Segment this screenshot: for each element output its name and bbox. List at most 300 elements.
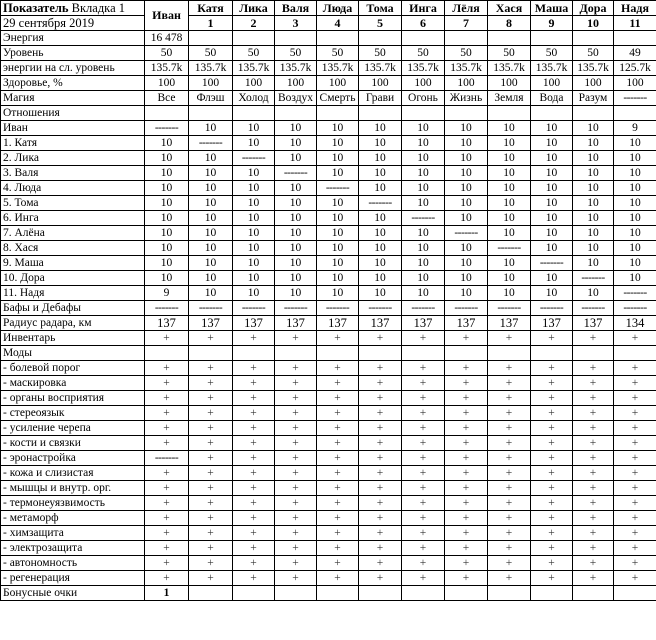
table-row	[1, 346, 656, 361]
value-cell: 10	[275, 286, 317, 301]
table-row	[1, 511, 656, 526]
value-cell: 10	[275, 241, 317, 256]
value-cell: 10	[531, 271, 573, 286]
value-cell: 100	[317, 76, 359, 91]
value-cell: 10	[359, 226, 402, 241]
value-cell: Все	[145, 91, 189, 106]
value-cell: 100	[233, 76, 275, 91]
value-cell: +	[189, 451, 233, 466]
value-cell: 10	[488, 181, 531, 196]
value-cell: 10	[317, 211, 359, 226]
value-cell: 10	[359, 256, 402, 271]
value-cell: -------	[145, 451, 189, 466]
empty-cell	[189, 586, 233, 601]
empty-cell	[531, 31, 573, 46]
empty-cell	[275, 31, 317, 46]
table-row	[1, 196, 656, 211]
empty-cell	[359, 31, 402, 46]
value-cell: +	[275, 331, 317, 346]
value-cell: +	[573, 451, 614, 466]
column-index: 1	[189, 16, 233, 31]
value-cell: +	[402, 466, 445, 481]
value-cell: +	[145, 571, 189, 586]
row-label: 2. Лика	[1, 151, 145, 166]
value-cell: +	[189, 331, 233, 346]
value-cell: +	[402, 376, 445, 391]
value-cell: +	[359, 466, 402, 481]
value-cell: 137	[531, 316, 573, 331]
value-cell: 100	[402, 76, 445, 91]
value-cell: +	[531, 466, 573, 481]
value-cell: +	[402, 361, 445, 376]
column-header-name: Валя	[275, 1, 317, 16]
value-cell: 10	[402, 271, 445, 286]
empty-cell	[275, 106, 317, 121]
value-cell: 10	[531, 211, 573, 226]
value-cell: +	[531, 571, 573, 586]
value-cell: 135.7k	[145, 61, 189, 76]
table-row	[1, 361, 656, 376]
value-cell: +	[359, 541, 402, 556]
value-cell: -------	[145, 121, 189, 136]
value-cell: +	[402, 481, 445, 496]
value-cell: +	[488, 376, 531, 391]
value-cell: 10	[233, 121, 275, 136]
value-cell: 10	[233, 166, 275, 181]
value-cell: +	[531, 436, 573, 451]
column-header-name: Дора	[573, 1, 614, 16]
row-label: Здоровье, %	[1, 76, 145, 91]
row-label: Энергия	[1, 31, 145, 46]
value-cell: -------	[189, 136, 233, 151]
value-cell: 10	[402, 256, 445, 271]
value-cell: 10	[189, 211, 233, 226]
column-header-name: Надя	[614, 1, 656, 16]
empty-cell	[359, 586, 402, 601]
value-cell: +	[402, 421, 445, 436]
value-cell: +	[488, 391, 531, 406]
value-cell: 10	[402, 286, 445, 301]
value-cell: +	[573, 481, 614, 496]
value-cell: +	[275, 511, 317, 526]
value-cell: +	[317, 436, 359, 451]
value-cell: 10	[359, 166, 402, 181]
value-cell: +	[445, 361, 488, 376]
value-cell: +	[614, 481, 656, 496]
empty-cell	[359, 346, 402, 361]
value-cell: 10	[488, 286, 531, 301]
value-cell: +	[359, 391, 402, 406]
value-cell: +	[445, 511, 488, 526]
table-row	[1, 571, 656, 586]
value-cell: 10	[317, 256, 359, 271]
value-cell: 10	[445, 271, 488, 286]
value-cell: -------	[275, 166, 317, 181]
value-cell: 10	[614, 226, 656, 241]
value-cell: 135.7k	[531, 61, 573, 76]
column-index: 9	[531, 16, 573, 31]
value-cell: +	[614, 511, 656, 526]
value-cell: +	[573, 466, 614, 481]
value-cell: 100	[145, 76, 189, 91]
value-cell: +	[445, 421, 488, 436]
value-cell: +	[275, 481, 317, 496]
table-row	[1, 91, 656, 106]
value-cell: Разум	[573, 91, 614, 106]
value-cell: +	[275, 466, 317, 481]
row-label: 8. Хася	[1, 241, 145, 256]
value-cell: 10	[402, 151, 445, 166]
row-label: 5. Тома	[1, 196, 145, 211]
value-cell: 10	[573, 286, 614, 301]
value-cell: +	[573, 496, 614, 511]
value-cell: +	[402, 451, 445, 466]
value-cell: 137	[359, 316, 402, 331]
value-cell: +	[145, 466, 189, 481]
value-cell: +	[614, 391, 656, 406]
value-cell: -------	[359, 196, 402, 211]
value-cell: +	[531, 526, 573, 541]
value-cell: -------	[233, 301, 275, 316]
value-cell: -------	[359, 301, 402, 316]
value-cell: 10	[614, 241, 656, 256]
value-cell: +	[145, 376, 189, 391]
value-cell: 10	[531, 121, 573, 136]
column-header-name: Люда	[317, 1, 359, 16]
value-cell: +	[573, 526, 614, 541]
value-cell: 10	[488, 196, 531, 211]
energy-value: 16 478	[145, 31, 189, 46]
value-cell: +	[233, 406, 275, 421]
value-cell: +	[614, 451, 656, 466]
value-cell: +	[402, 331, 445, 346]
value-cell: +	[531, 406, 573, 421]
value-cell: +	[402, 436, 445, 451]
value-cell: +	[531, 376, 573, 391]
value-cell: -------	[275, 301, 317, 316]
empty-cell	[614, 346, 656, 361]
table-row	[1, 496, 656, 511]
value-cell: +	[614, 331, 656, 346]
value-cell: 10	[531, 196, 573, 211]
value-cell: -------	[189, 301, 233, 316]
value-cell: 10	[573, 166, 614, 181]
column-index: 7	[445, 16, 488, 31]
value-cell: +	[233, 436, 275, 451]
value-cell: 10	[189, 241, 233, 256]
value-cell: +	[145, 526, 189, 541]
empty-cell	[317, 346, 359, 361]
value-cell: 135.7k	[488, 61, 531, 76]
value-cell: 10	[445, 151, 488, 166]
value-cell: +	[275, 571, 317, 586]
value-cell: +	[402, 556, 445, 571]
empty-cell	[317, 106, 359, 121]
value-cell: +	[488, 526, 531, 541]
column-header-ivan: Иван	[145, 1, 189, 31]
value-cell: 100	[189, 76, 233, 91]
value-cell: +	[233, 466, 275, 481]
value-cell: +	[145, 556, 189, 571]
value-cell: 10	[317, 241, 359, 256]
value-cell: 50	[402, 46, 445, 61]
value-cell: 10	[488, 151, 531, 166]
value-cell: 10	[573, 121, 614, 136]
value-cell: 50	[531, 46, 573, 61]
row-label: - кости и связки	[1, 436, 145, 451]
value-cell: +	[233, 541, 275, 556]
value-cell: 10	[233, 286, 275, 301]
value-cell: +	[488, 331, 531, 346]
table-body	[1, 31, 656, 601]
row-label: - кожа и слизистая	[1, 466, 145, 481]
empty-cell	[233, 346, 275, 361]
empty-cell	[573, 346, 614, 361]
value-cell: -------	[488, 241, 531, 256]
value-cell: 10	[145, 151, 189, 166]
value-cell: 100	[488, 76, 531, 91]
value-cell: +	[488, 361, 531, 376]
row-label: Уровень	[1, 46, 145, 61]
value-cell: -------	[614, 91, 656, 106]
value-cell: +	[488, 451, 531, 466]
value-cell: 10	[573, 211, 614, 226]
value-cell: 135.7k	[359, 61, 402, 76]
value-cell: +	[145, 331, 189, 346]
value-cell: +	[189, 511, 233, 526]
value-cell: 10	[402, 241, 445, 256]
value-cell: +	[275, 451, 317, 466]
row-label: - регенерация	[1, 571, 145, 586]
value-cell: 10	[189, 271, 233, 286]
value-cell: Холод	[233, 91, 275, 106]
value-cell: 10	[573, 256, 614, 271]
value-cell: +	[275, 376, 317, 391]
value-cell: +	[488, 466, 531, 481]
value-cell: +	[445, 436, 488, 451]
value-cell: +	[531, 361, 573, 376]
value-cell: 10	[445, 166, 488, 181]
value-cell: +	[445, 391, 488, 406]
empty-cell	[445, 31, 488, 46]
value-cell: 10	[488, 256, 531, 271]
empty-cell	[233, 31, 275, 46]
value-cell: +	[189, 541, 233, 556]
value-cell: +	[275, 556, 317, 571]
row-label: 7. Алёна	[1, 226, 145, 241]
value-cell: 137	[275, 316, 317, 331]
row-label: 9. Маша	[1, 256, 145, 271]
value-cell: 10	[317, 151, 359, 166]
value-cell: +	[275, 496, 317, 511]
value-cell: 10	[402, 121, 445, 136]
value-cell: 100	[359, 76, 402, 91]
value-cell: +	[275, 406, 317, 421]
value-cell: Воздух	[275, 91, 317, 106]
row-label: - эронастройка	[1, 451, 145, 466]
value-cell: +	[145, 361, 189, 376]
value-cell: +	[317, 361, 359, 376]
empty-cell	[317, 31, 359, 46]
column-index: 11	[614, 16, 656, 31]
value-cell: 10	[614, 136, 656, 151]
value-cell: 10	[233, 211, 275, 226]
column-index: 6	[402, 16, 445, 31]
value-cell: 10	[189, 286, 233, 301]
value-cell: 50	[233, 46, 275, 61]
table-row	[1, 541, 656, 556]
value-cell: +	[402, 406, 445, 421]
value-cell: +	[189, 436, 233, 451]
table-row	[1, 61, 656, 76]
value-cell: 10	[233, 271, 275, 286]
value-cell: 10	[445, 211, 488, 226]
value-cell: -------	[402, 211, 445, 226]
value-cell: +	[233, 556, 275, 571]
value-cell: 10	[531, 181, 573, 196]
value-cell: +	[359, 496, 402, 511]
table-row	[1, 106, 656, 121]
empty-cell	[402, 106, 445, 121]
value-cell: +	[359, 511, 402, 526]
table-row	[1, 241, 656, 256]
value-cell: 10	[189, 226, 233, 241]
value-cell: +	[317, 496, 359, 511]
value-cell: 10	[359, 271, 402, 286]
value-cell: 125.7k	[614, 61, 656, 76]
value-cell: +	[317, 556, 359, 571]
value-cell: 137	[233, 316, 275, 331]
value-cell: +	[402, 496, 445, 511]
value-cell: +	[573, 541, 614, 556]
table-row	[1, 451, 656, 466]
value-cell: +	[275, 421, 317, 436]
value-cell: +	[233, 361, 275, 376]
row-label: 3. Валя	[1, 166, 145, 181]
value-cell: -------	[317, 181, 359, 196]
empty-cell	[573, 586, 614, 601]
row-label: - метаморф	[1, 511, 145, 526]
value-cell: +	[233, 391, 275, 406]
column-header-name: Тома	[359, 1, 402, 16]
empty-cell	[488, 346, 531, 361]
row-label: - болевой порог	[1, 361, 145, 376]
row-label: Бафы и Дебафы	[1, 301, 145, 316]
value-cell: 137	[145, 316, 189, 331]
row-label: - органы восприятия	[1, 391, 145, 406]
value-cell: -------	[145, 301, 189, 316]
header-index-row	[1, 16, 656, 31]
value-cell: 49	[614, 46, 656, 61]
empty-cell	[145, 106, 189, 121]
value-cell: 135.7k	[233, 61, 275, 76]
value-cell: 9	[614, 121, 656, 136]
value-cell: 10	[614, 256, 656, 271]
row-label: - маскировка	[1, 376, 145, 391]
empty-cell	[531, 346, 573, 361]
sheet-title: Показатель Вкладка 1	[1, 1, 145, 16]
value-cell: -------	[531, 256, 573, 271]
value-cell: +	[402, 571, 445, 586]
value-cell: +	[359, 481, 402, 496]
value-cell: +	[317, 511, 359, 526]
empty-cell	[488, 31, 531, 46]
value-cell: +	[317, 466, 359, 481]
table-row	[1, 121, 656, 136]
column-header-name: Инга	[402, 1, 445, 16]
row-label: 11. Надя	[1, 286, 145, 301]
value-cell: +	[445, 526, 488, 541]
value-cell: +	[359, 526, 402, 541]
table-row	[1, 316, 656, 331]
bonus-points-value: 1	[145, 586, 189, 601]
value-cell: +	[573, 571, 614, 586]
empty-cell	[573, 31, 614, 46]
value-cell: +	[317, 406, 359, 421]
value-cell: +	[359, 331, 402, 346]
value-cell: 10	[488, 211, 531, 226]
column-index: 5	[359, 16, 402, 31]
value-cell: 10	[359, 136, 402, 151]
value-cell: -------	[614, 286, 656, 301]
value-cell: 10	[233, 226, 275, 241]
row-label: Инвентарь	[1, 331, 145, 346]
value-cell: 10	[488, 136, 531, 151]
value-cell: +	[488, 496, 531, 511]
value-cell: 10	[145, 226, 189, 241]
value-cell: +	[189, 361, 233, 376]
value-cell: +	[531, 541, 573, 556]
value-cell: 10	[317, 136, 359, 151]
empty-cell	[614, 31, 656, 46]
value-cell: +	[488, 481, 531, 496]
value-cell: 10	[145, 166, 189, 181]
value-cell: 50	[445, 46, 488, 61]
value-cell: 10	[488, 166, 531, 181]
value-cell: 10	[145, 181, 189, 196]
value-cell: +	[573, 436, 614, 451]
value-cell: -------	[445, 301, 488, 316]
table-row	[1, 151, 656, 166]
value-cell: 137	[488, 316, 531, 331]
empty-cell	[275, 586, 317, 601]
value-cell: 10	[317, 286, 359, 301]
value-cell: 10	[531, 166, 573, 181]
value-cell: Смерть	[317, 91, 359, 106]
value-cell: +	[145, 496, 189, 511]
empty-cell	[488, 586, 531, 601]
value-cell: +	[233, 376, 275, 391]
value-cell: +	[488, 541, 531, 556]
value-cell: +	[317, 526, 359, 541]
value-cell: +	[531, 511, 573, 526]
value-cell: 50	[359, 46, 402, 61]
value-cell: 10	[531, 136, 573, 151]
value-cell: +	[233, 511, 275, 526]
column-index: 8	[488, 16, 531, 31]
table-row	[1, 376, 656, 391]
value-cell: 10	[573, 136, 614, 151]
value-cell: 10	[189, 256, 233, 271]
value-cell: +	[359, 406, 402, 421]
table-row	[1, 526, 656, 541]
value-cell: +	[614, 406, 656, 421]
value-cell: +	[531, 481, 573, 496]
value-cell: +	[531, 451, 573, 466]
value-cell: +	[573, 391, 614, 406]
value-cell: +	[445, 451, 488, 466]
value-cell: Вода	[531, 91, 573, 106]
